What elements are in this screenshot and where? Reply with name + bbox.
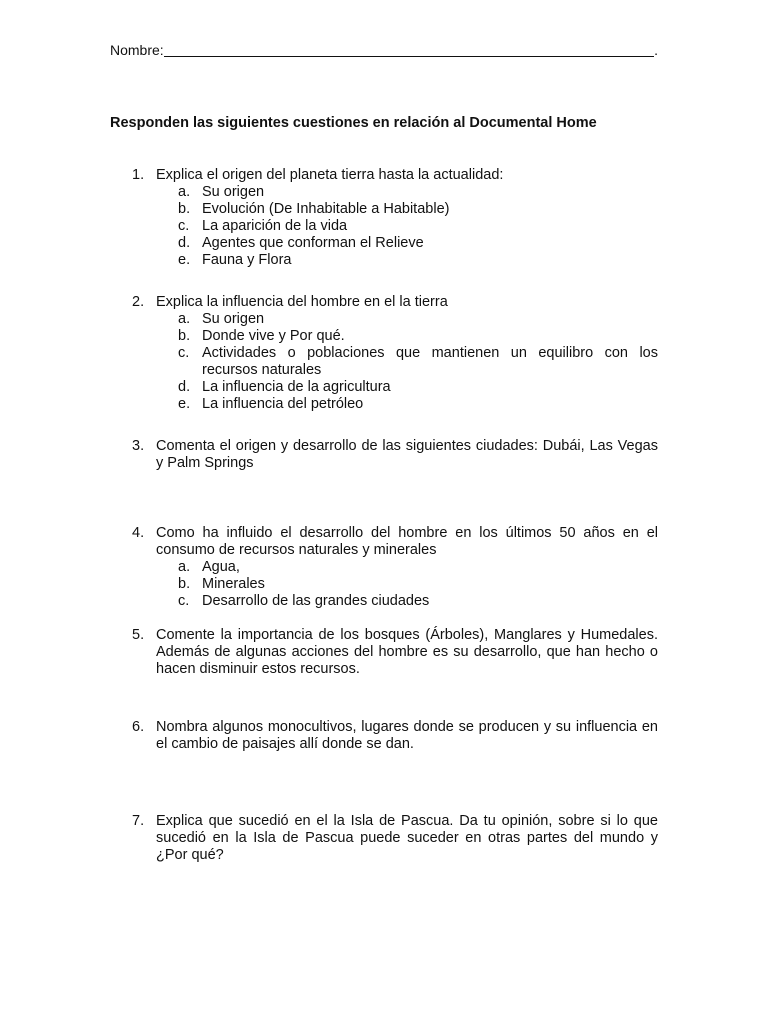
- question-1: [132, 167, 658, 269]
- item-letter: c.: [178, 593, 190, 609]
- item-text: Donde vive y Por qué.: [202, 328, 345, 344]
- question-5: [132, 627, 658, 678]
- item-text: Su origen: [202, 184, 265, 200]
- list-item: [178, 559, 658, 576]
- item-text: Agentes que conforman el Relieve: [202, 235, 424, 251]
- item-text: Fauna y Flora: [202, 252, 292, 268]
- item-text: La influencia del petróleo: [202, 396, 364, 412]
- question-text: Explica que sucedió en el la Isla de Pascua. Da tu opinión, sobre si lo que sucedió en la Isla de Pascua puede suceder en otras partes del mundo y ¿Por qué?: [156, 813, 658, 863]
- item-letter: c.: [178, 218, 190, 234]
- question-4: [132, 525, 658, 610]
- question-number: 5.: [132, 627, 145, 643]
- question-text: Nombra algunos monocultivos, lugares donde se producen y su influencia en el cambio de paisajes allí donde se dan.: [156, 719, 658, 752]
- item-letter: a.: [178, 311, 191, 327]
- name-line-end: .: [654, 42, 658, 58]
- list-item: [178, 184, 658, 201]
- item-letter: e.: [178, 396, 191, 412]
- list-item: [178, 396, 658, 413]
- item-letter: c.: [178, 345, 190, 361]
- item-letter: d.: [178, 235, 191, 251]
- item-letter: b.: [178, 201, 191, 217]
- list-item: [178, 218, 658, 235]
- name-field-line: [110, 42, 658, 59]
- item-letter: b.: [178, 576, 191, 592]
- list-item: [178, 328, 658, 345]
- worksheet-heading: Responden las siguientes cuestiones en relación al Documental Home: [110, 115, 597, 131]
- item-text: Evolución (De Inhabitable a Habitable): [202, 201, 450, 217]
- question-number: 4.: [132, 525, 145, 541]
- question-number: 7.: [132, 813, 145, 829]
- question-number: 3.: [132, 438, 145, 454]
- question-number: 1.: [132, 167, 145, 183]
- list-item: [178, 235, 658, 252]
- item-letter: e.: [178, 252, 191, 268]
- list-item: [178, 593, 658, 610]
- item-text: Desarrollo de las grandes ciudades: [202, 593, 430, 609]
- item-text: Actividades o poblaciones que mantienen un equilibro con los recursos naturales: [202, 345, 658, 378]
- question-text: Como ha influido el desarrollo del hombre en los últimos 50 años en el consumo de recursos naturales y minerales: [156, 525, 658, 558]
- item-text: Minerales: [202, 576, 265, 592]
- question-text: Comenta el origen y desarrollo de las siguientes ciudades: Dubái, Las Vegas y Palm Springs: [156, 438, 658, 471]
- list-item: [178, 345, 658, 379]
- item-text: La influencia de la agricultura: [202, 379, 391, 395]
- list-item: [178, 201, 658, 218]
- item-text: Su origen: [202, 311, 265, 327]
- item-text: Agua,: [202, 559, 240, 575]
- question-7: [132, 813, 658, 864]
- item-letter: d.: [178, 379, 191, 395]
- name-label: Nombre:: [110, 42, 164, 58]
- question-text: Explica el origen del planeta tierra hasta la actualidad:: [156, 167, 504, 183]
- question-6: [132, 719, 658, 753]
- question-text: Comente la importancia de los bosques (Árboles), Manglares y Humedales. Además de algunas acciones del hombre es su desarrollo, que han hecho o hacen disminuir estos recursos.: [156, 627, 658, 677]
- question-number: 2.: [132, 294, 145, 310]
- question-2: [132, 294, 658, 413]
- item-letter: b.: [178, 328, 191, 344]
- question-number: 6.: [132, 719, 145, 735]
- item-text: La aparición de la vida: [202, 218, 348, 234]
- item-letter: a.: [178, 559, 191, 575]
- list-item: [178, 252, 658, 269]
- list-item: [178, 311, 658, 328]
- item-letter: a.: [178, 184, 191, 200]
- name-underline: [164, 42, 654, 57]
- question-3: [132, 438, 658, 472]
- question-text: Explica la influencia del hombre en el la tierra: [156, 294, 448, 310]
- list-item: [178, 576, 658, 593]
- list-item: [178, 379, 658, 396]
